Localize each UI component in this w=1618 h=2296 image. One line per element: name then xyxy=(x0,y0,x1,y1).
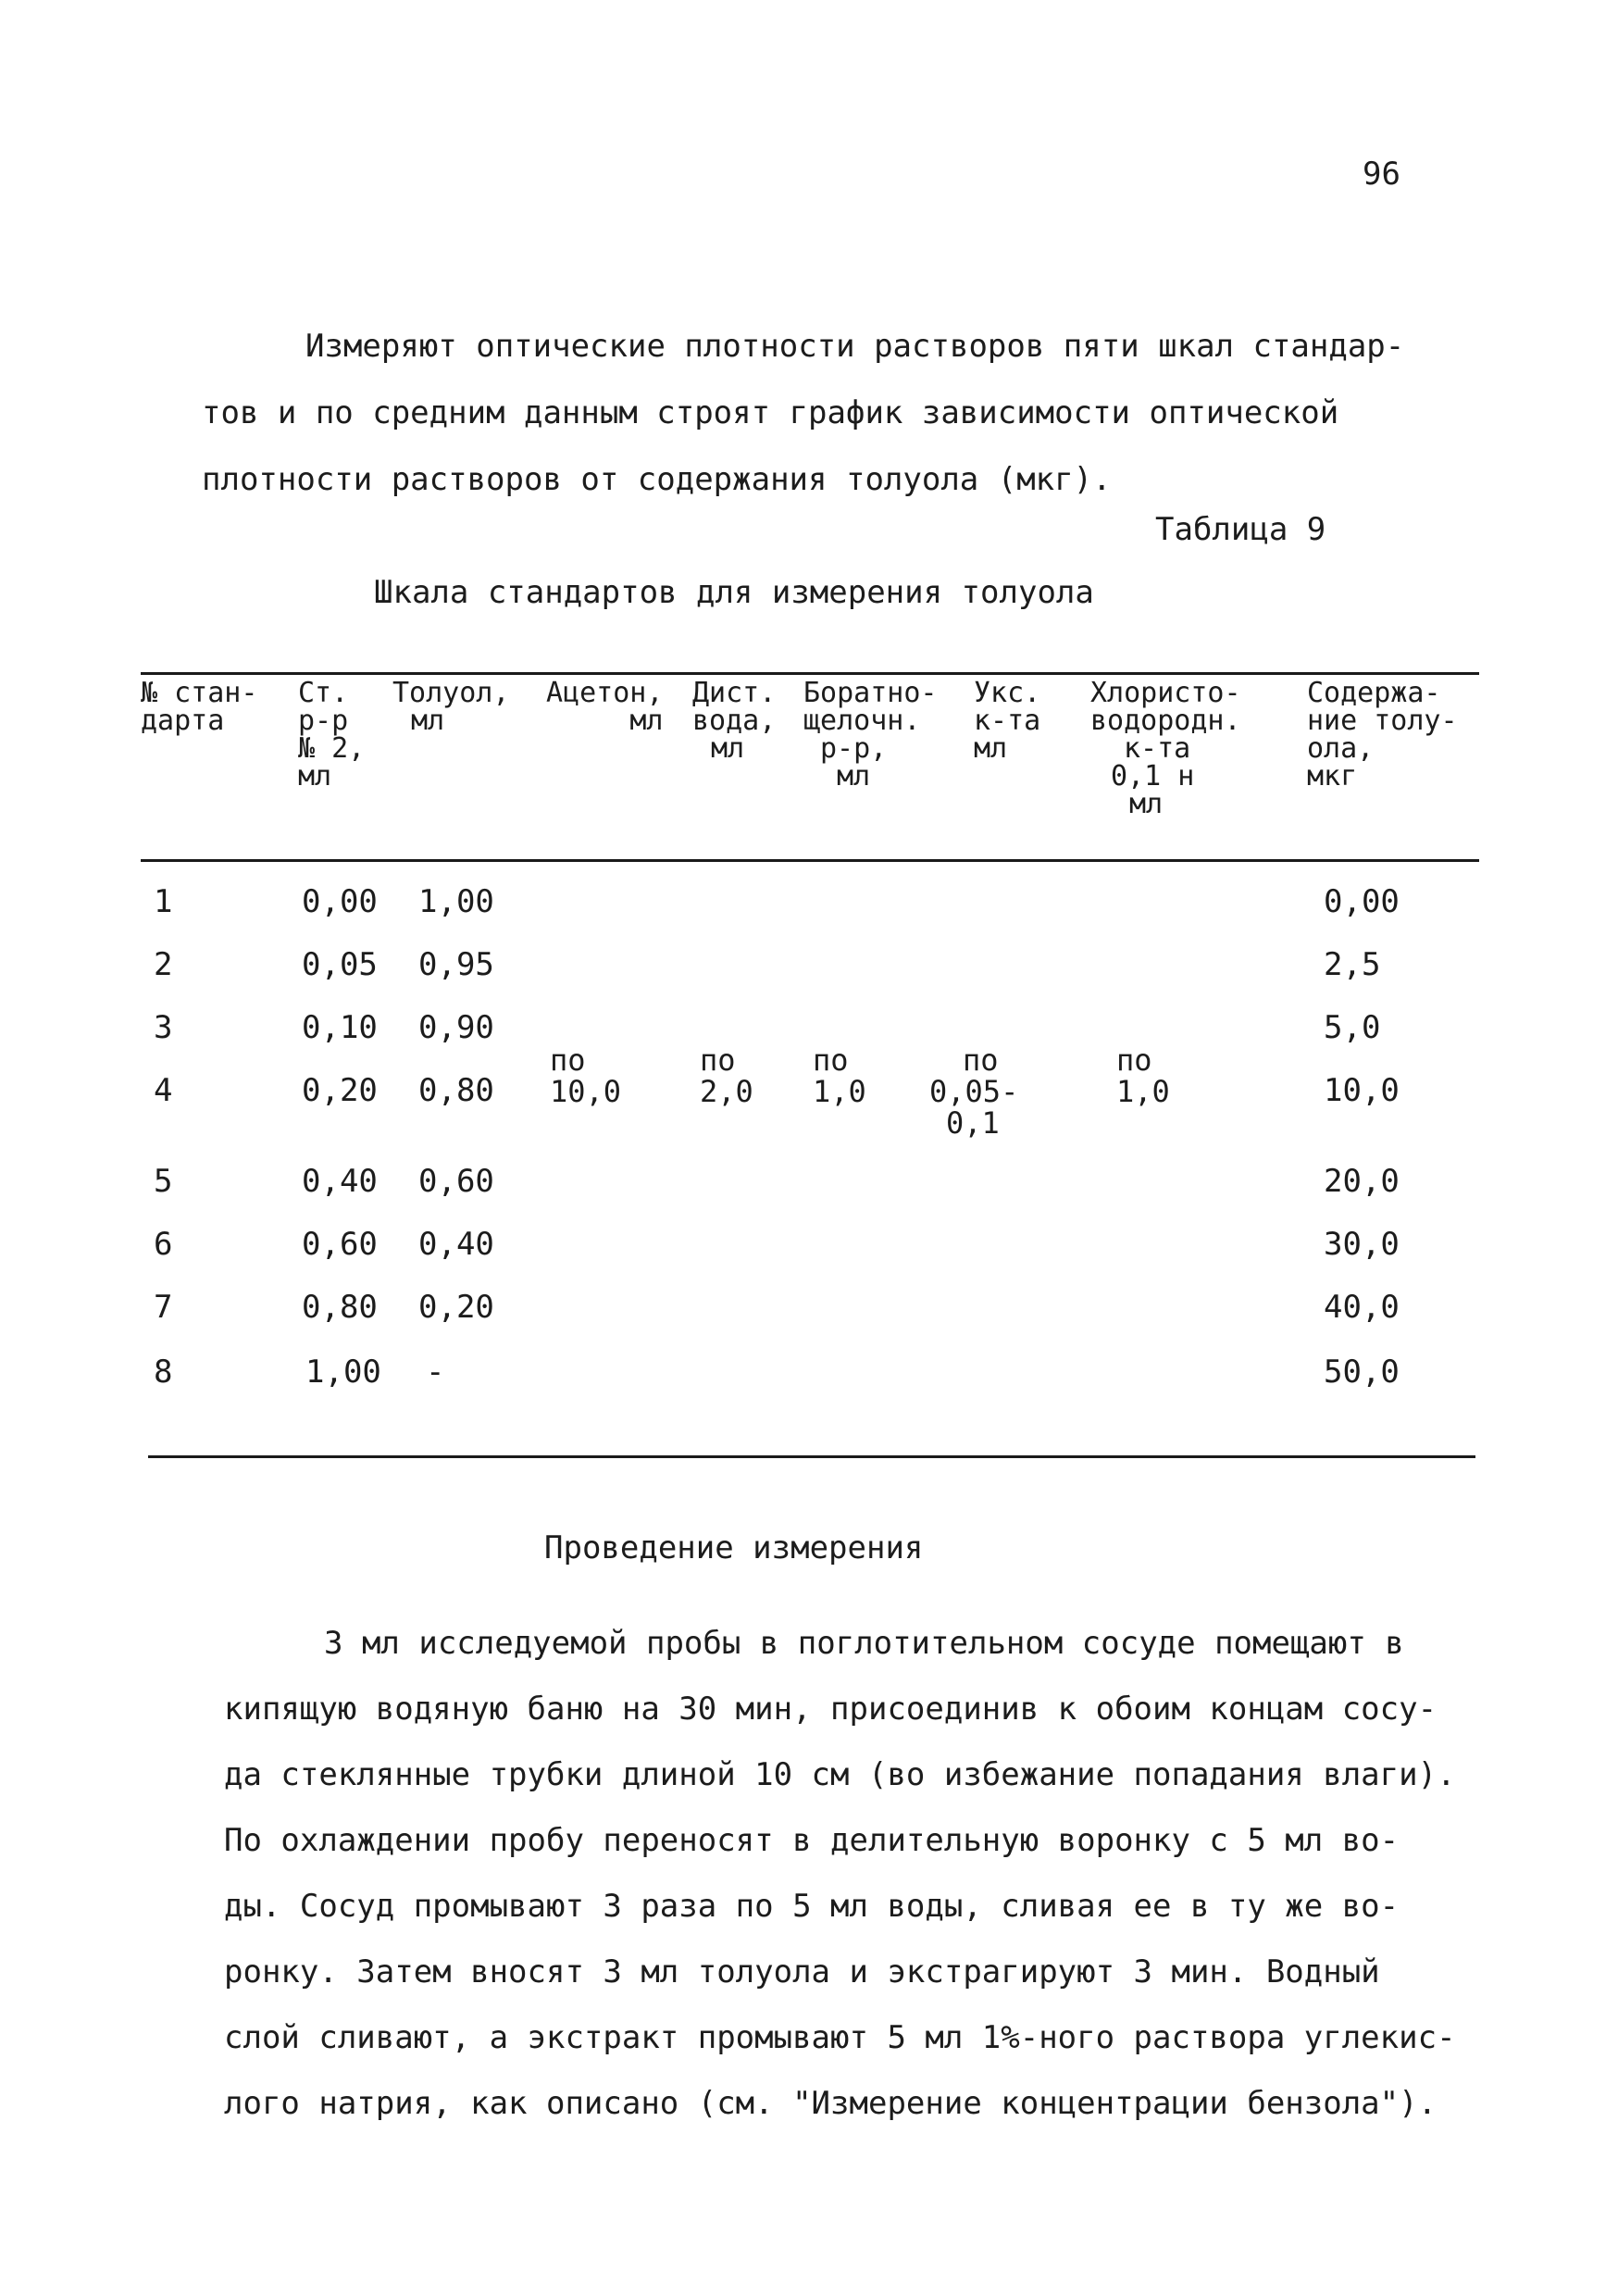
cell-row-4-toluene: 0,80 xyxy=(418,1072,494,1109)
cell-row-3-number: 3 xyxy=(154,1009,173,1046)
header-acetone: Ацетон, мл xyxy=(546,677,664,737)
header-stock-solution: Ст. р-р № 2, мл xyxy=(298,677,366,792)
cell-row-5-number: 5 xyxy=(154,1163,173,1200)
table-rule-top xyxy=(141,672,1479,675)
cell-row-5-toluene: 0,60 xyxy=(418,1163,494,1200)
cell-row-3-toluene: 0,90 xyxy=(418,1009,494,1046)
cell-row-6-stock: 0,60 xyxy=(302,1226,378,1263)
cell-row-7-stock: 0,80 xyxy=(302,1289,378,1326)
cell-row-6-content: 30,0 xyxy=(1324,1226,1400,1263)
header-toluene-content: Содержа- ние толу- ола, мкг xyxy=(1307,677,1458,792)
merged-acetic-acid: по 0,05- 0,1 xyxy=(929,1042,1019,1141)
cell-row-5-content: 20,0 xyxy=(1324,1163,1400,1200)
cell-row-1-stock: 0,00 xyxy=(302,883,378,920)
header-hydrochloric-acid: Хлористо- водородн. к-та 0,1 н мл xyxy=(1090,677,1241,820)
body-line: слой сливают, а экстракт промывают 5 мл 1%-ного раствора углекис- xyxy=(224,2019,1456,2056)
body-line: По охлаждении пробу переносят в делительную воронку с 5 мл во- xyxy=(224,1822,1400,1859)
cell-row-8-stock: 1,00 xyxy=(305,1354,381,1391)
cell-row-4-content: 10,0 xyxy=(1324,1072,1400,1109)
header-toluene: Толуол, мл xyxy=(392,677,510,737)
cell-row-2-number: 2 xyxy=(154,946,173,983)
merged-hydrochloric-acid: по 1,0 xyxy=(1116,1042,1170,1109)
measurement-paragraph xyxy=(224,1611,1483,2137)
cell-row-3-stock: 0,10 xyxy=(302,1009,378,1046)
cell-row-2-content: 2,5 xyxy=(1324,946,1381,983)
table-title: Шкала стандартов для измерения толуола xyxy=(374,574,1094,611)
page-number: 96 xyxy=(1363,156,1400,193)
cell-row-7-number: 7 xyxy=(154,1289,173,1326)
intro-paragraph xyxy=(202,313,1488,513)
body-line: 3 мл исследуемой пробы в поглотительном сосуде помещают в xyxy=(324,1625,1404,1662)
cell-row-2-stock: 0,05 xyxy=(302,946,378,983)
intro-line: Измеряют оптические плотности растворов пяти шкал стандар- xyxy=(305,328,1405,365)
cell-row-1-content: 0,00 xyxy=(1324,883,1400,920)
cell-row-4-stock: 0,20 xyxy=(302,1072,378,1109)
cell-row-6-toluene: 0,40 xyxy=(418,1226,494,1263)
cell-row-6-number: 6 xyxy=(154,1226,173,1263)
header-standard-number: № стан- дарта xyxy=(141,677,258,737)
cell-row-7-content: 40,0 xyxy=(1324,1289,1400,1326)
cell-row-8-toluene: - xyxy=(426,1354,445,1391)
intro-line: плотности растворов от содержания толуола (мкг). xyxy=(202,461,1112,498)
body-line: да стеклянные трубки длиной 10 см (во избежание попадания влаги). xyxy=(224,1756,1456,1793)
table-rule-bottom xyxy=(148,1455,1475,1458)
cell-row-8-number: 8 xyxy=(154,1354,173,1391)
cell-row-1-number: 1 xyxy=(154,883,173,920)
section-title: Проведение измерения xyxy=(544,1529,924,1566)
merged-distilled-water: по 2,0 xyxy=(700,1042,753,1109)
cell-row-8-content: 50,0 xyxy=(1324,1354,1400,1391)
header-acetic-acid: Укс. к-та мл xyxy=(974,677,1041,765)
cell-row-3-content: 5,0 xyxy=(1324,1009,1381,1046)
cell-row-2-toluene: 0,95 xyxy=(418,946,494,983)
body-line: ды. Сосуд промывают 3 раза по 5 мл воды, сливая ее в ту же во- xyxy=(224,1888,1400,1925)
header-distilled-water: Дист. вода, мл xyxy=(692,677,777,765)
table-rule-header xyxy=(141,859,1479,862)
header-borate-buffer: Боратно- щелочн. р-р, мл xyxy=(803,677,938,792)
cell-row-5-stock: 0,40 xyxy=(302,1163,378,1200)
body-line: лого натрия, как описано (см. "Измерение концентрации бензола"). xyxy=(224,2085,1438,2122)
merged-borate-buffer: по 1,0 xyxy=(813,1042,866,1109)
body-line: кипящую водяную баню на 30 мин, присоединив к обоим концам сосу- xyxy=(224,1691,1438,1728)
intro-line: тов и по средним данным строят график зависимости оптической xyxy=(202,394,1339,431)
table-label: Таблица 9 xyxy=(1155,511,1326,548)
cell-row-1-toluene: 1,00 xyxy=(418,883,494,920)
merged-acetone: по 10,0 xyxy=(550,1042,622,1109)
body-line: ронку. Затем вносят 3 мл толуола и экстрагируют 3 мин. Водный xyxy=(224,1953,1380,1990)
cell-row-4-number: 4 xyxy=(154,1072,173,1109)
cell-row-7-toluene: 0,20 xyxy=(418,1289,494,1326)
